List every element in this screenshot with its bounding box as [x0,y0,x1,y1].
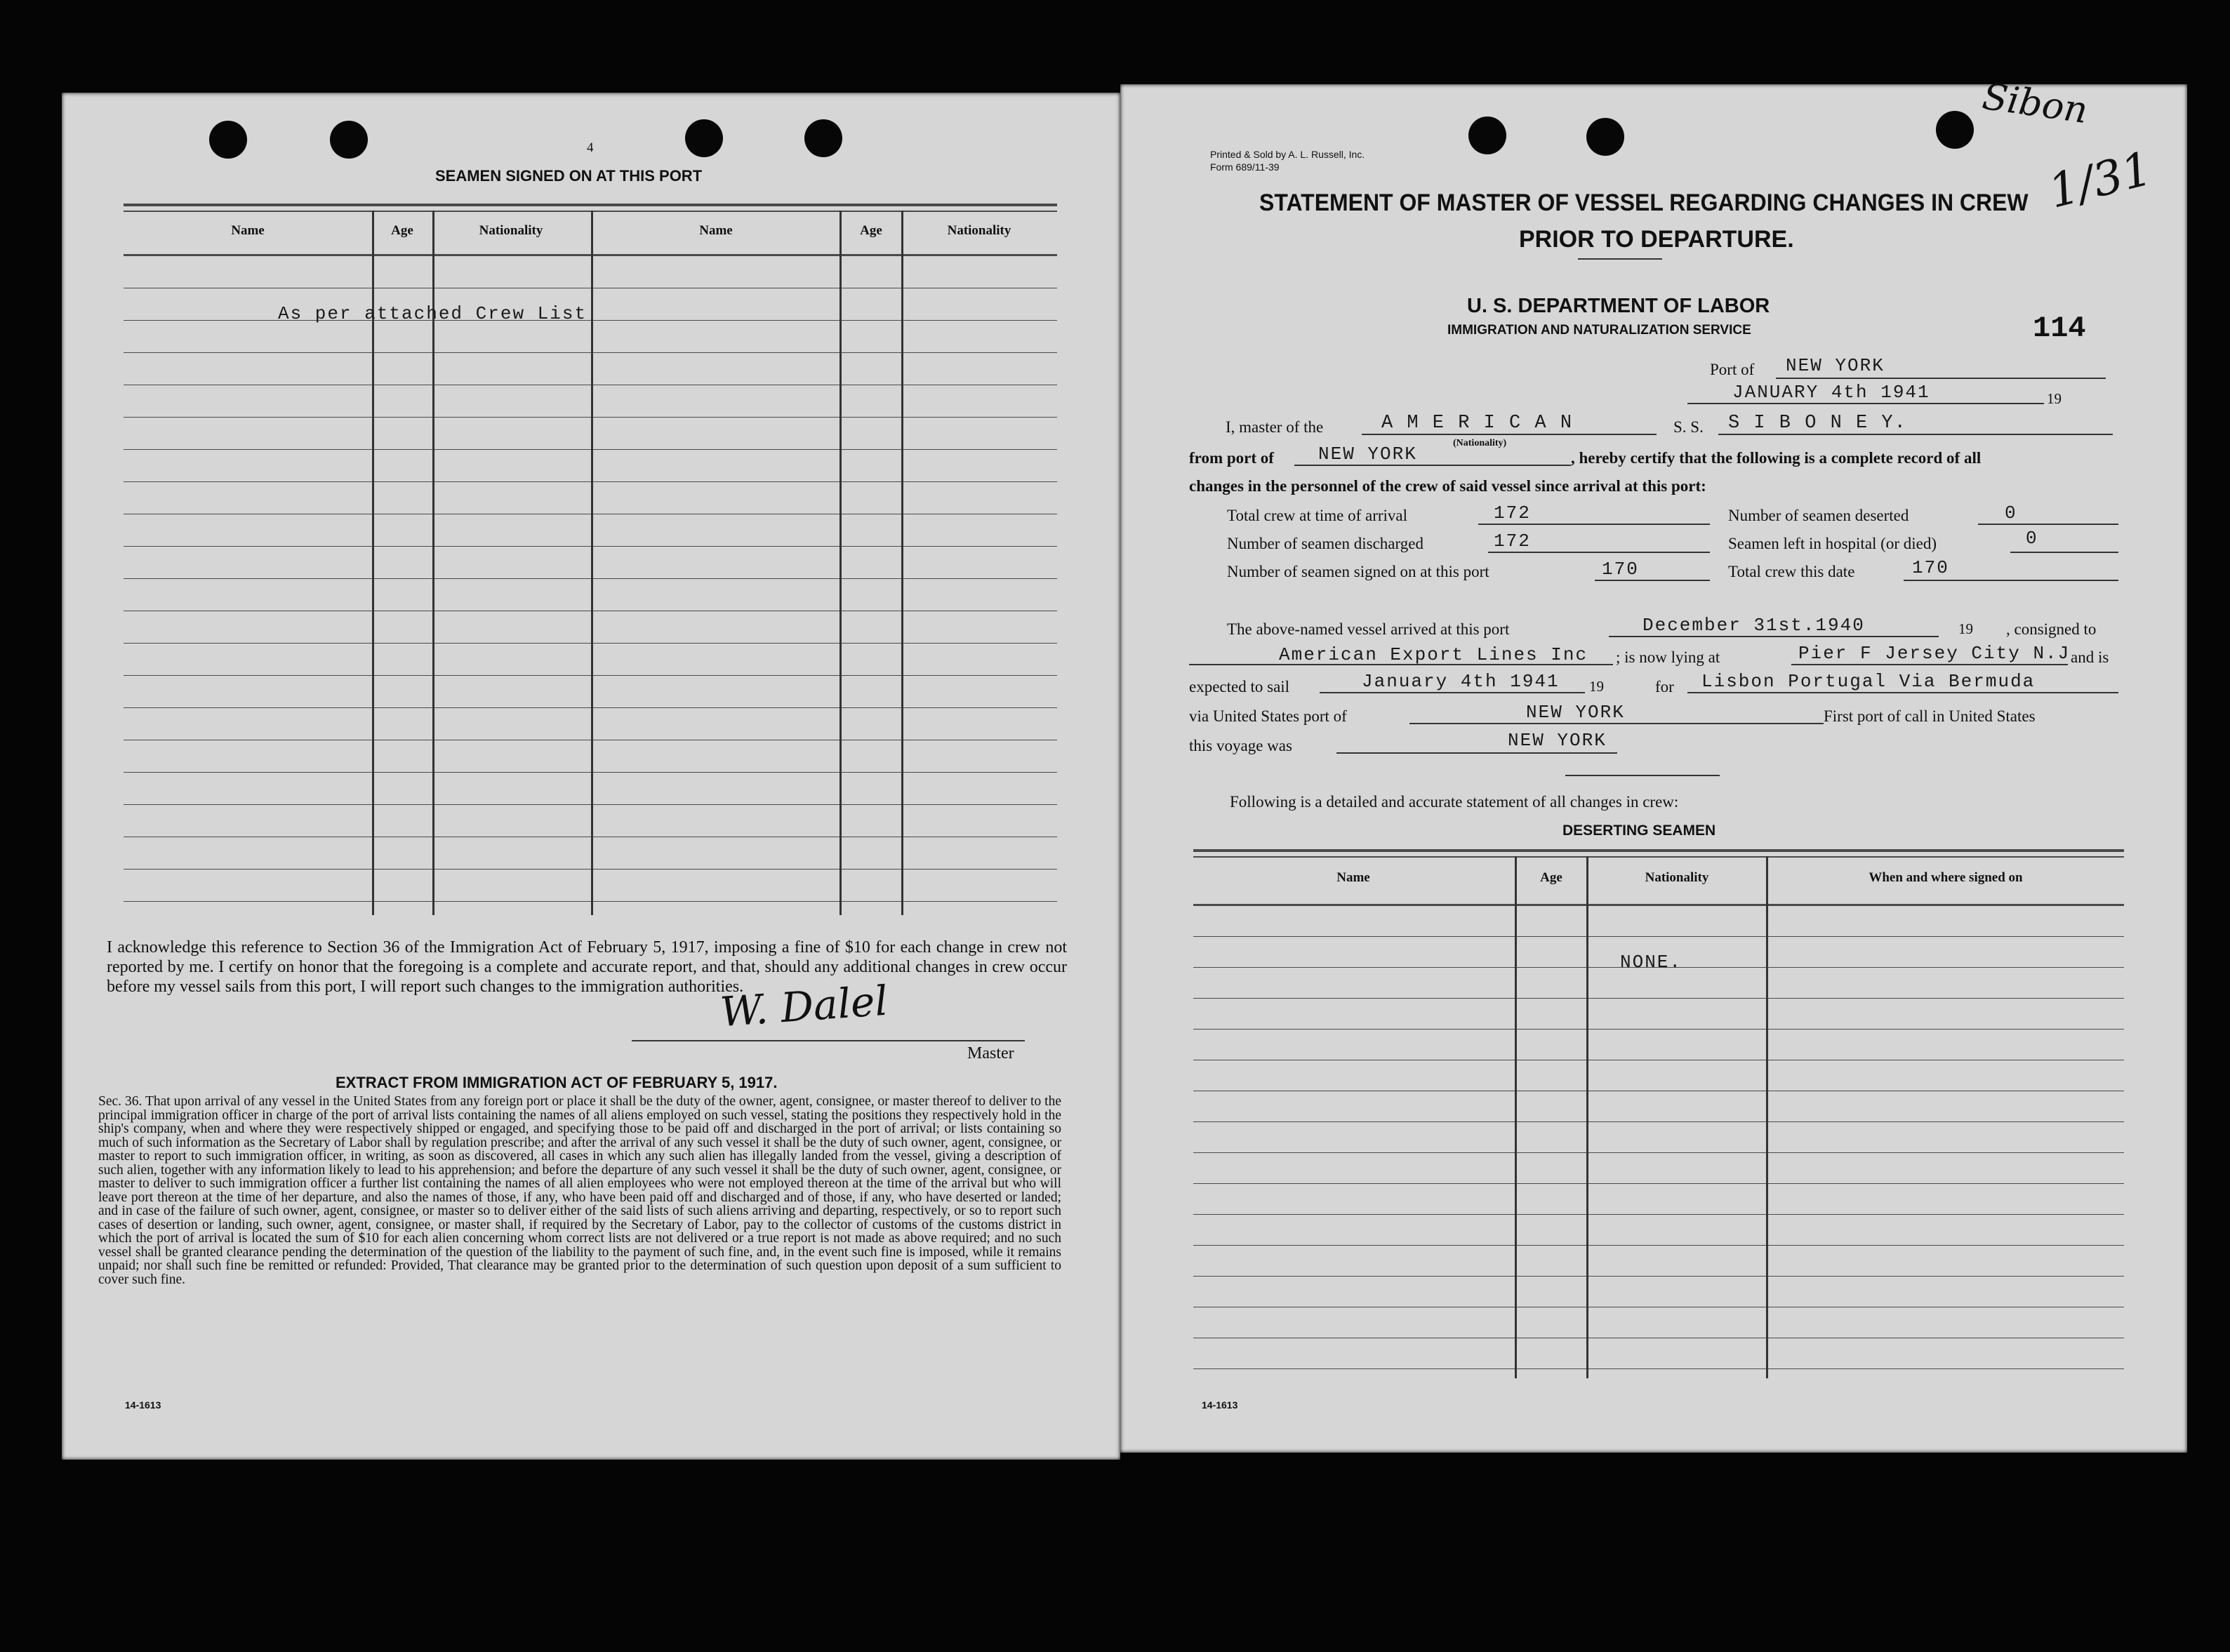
fill-line [1791,664,2068,665]
via-label: via United States port of [1189,707,1347,725]
table-row-rule [124,675,1057,676]
table-row-rule [124,546,1057,547]
deserted-label: Number of seamen deserted [1728,507,1909,524]
for-label: for [1655,678,1674,695]
vessel-name: S I B O N E Y. [1728,413,1907,434]
col-divider [839,211,842,915]
signed-on-value: 170 [1602,559,1639,580]
port-of-label: Port of [1710,361,1755,378]
fill-line [1409,723,1824,724]
extract-title: EXTRACT FROM IMMIGRATION ACT OF FEBRUARY 5, 1917. [336,1074,778,1091]
fill-line [1595,580,1710,581]
col-header-nationality: Nationality [479,223,543,238]
port-of-value: NEW YORK [1786,355,1885,376]
col-divider [1586,856,1588,1378]
deserted-value: 0 [2005,502,2017,524]
table-row-rule [124,772,1057,773]
section-rule [1565,775,1720,776]
fill-line [1718,434,2113,435]
lying-label: ; is now lying at [1616,648,1720,666]
department: U. S. DEPARTMENT OF LABOR [1467,295,1770,317]
service: IMMIGRATION AND NATURALIZATION SERVICE [1447,323,1751,338]
table-header-rule [124,254,1057,256]
deserting-entry: NONE. [1620,952,1683,973]
acknowledgement-text: I acknowledge this reference to Section 36 of the Immigration Act of February 5, 1917, imposing a fine of $10 for each change in crew not reported by me. I certify on honor that the foregoing is a complete and accurate report, and that, should any additional changes in crew occur before my vessel sails from this port, I will report such changes to the immigration authorities. [107,938,1067,996]
nationality-value: A M E R I C A N [1381,413,1574,434]
voyage-label: this voyage was [1189,737,1292,754]
punch-hole [209,121,247,159]
certify-text-a: , hereby certify that the following is a complete record of all [1571,449,1982,467]
section-title: SEAMEN SIGNED ON AT THIS PORT [435,167,703,185]
consignee-value: American Export Lines Inc [1279,644,1588,665]
table-row-rule [124,901,1057,902]
table-top-rule [124,204,1057,206]
fill-line [1776,378,2106,379]
punch-hole [330,121,368,159]
via-value: NEW YORK [1526,702,1625,723]
destination-value: Lisbon Portugal Via Bermuda [1701,671,2036,692]
arrived-value: December 31st.1940 [1642,615,1865,636]
table-row-rule [124,320,1057,321]
deserting-top-rule [1193,856,2124,858]
deserting-top-rule [1193,849,2124,852]
table-row-rule [124,481,1057,482]
table-row-rule [124,869,1057,870]
table-row-rule [124,707,1057,708]
from-port-label: from port of [1189,449,1274,467]
form-code-right: 14-1613 [1202,1399,1238,1411]
table-row-rule [1193,1276,2124,1277]
page-number: 4 [587,140,594,155]
table-row-rule [124,417,1057,418]
fill-line [1478,524,1710,525]
consigned-label: , consigned to [2006,620,2097,638]
total-date-label: Total crew this date [1728,563,1855,580]
deserting-col-signed-on: When and where signed on [1869,870,2023,885]
nationality-caption: (Nationality) [1453,438,1507,448]
lying-value: Pier F Jersey City N.J [1798,643,2071,664]
table-row-rule [1193,936,2124,937]
extract-text: Sec. 36. That upon arrival of any vessel in the United States from any foreign port or place it shall be the duty of the owner, agent, consignee, or master thereof to deliver to the principal immigration officer in charge of the port of arrival lists containing the names of all aliens employed on such vessel, stating the positions they respectively hold in the ship's company, when and where they were respectively shipped or engaged, and specifying those to be paid off and discharged in the port of arrival; or lists containing so much of such information as the Secretary of Labor shall by regulation prescribe; and after the arrival of any such vessel it shall be the duty of such owner, agent, consignee, or master to report to such immigration officer, in writing, as soon as discovered, all cases in which any such alien has illegally landed from the vessel, giving a description of such alien, together with any information likely to lead to his apprehension; and before the departure of any such vessel it shall be the duty of such owner, agent, consignee, or master to deliver to such immigration officer a further list containing the names of all alien employees who were not employed thereon at the time of the arrival but who will leave port thereon at the time of her departure, and also the names of those, if any, who have been paid off and discharged and of those, if any, who have deserted or landed; and in case of the failure of such owner, agent, consignee, or master so to deliver either of the said lists of such aliens arriving and departing, respectively, or so to report such cases of desertion or landing, such owner, agent, consignee, or master shall, if required by the Secretary of Labor, pay to the collector of customs of the customs district in which the port of arrival is located the sum of $10 for each alien concerning whom correct lists are not delivered or a true report is not made as above required; and no such vessel shall be granted clearance pending the determination of the question of the liability to the payment of such fine, and, in the event such fine is imposed, while it remains unpaid; nor shall such fine be remitted or refunded: Provided, That clearance may be granted prior to the determination of such question upon deposit of a sum sufficient to cover such fine. [98,1094,1061,1287]
col-header-age-2: Age [860,223,882,238]
fill-line [2010,552,2118,553]
deserting-col-name: Name [1336,870,1370,885]
fill-line [1362,434,1657,435]
master-signature: W. Dalel [718,976,889,1037]
expected-label: expected to sail [1189,678,1290,695]
signed-on-label: Number of seamen signed on at this port [1227,563,1489,580]
table-row-rule [1193,1029,2124,1030]
certify-text-b: changes in the personnel of the crew of said vessel since arrival at this port: [1189,477,1706,495]
deserting-title: DESERTING SEAMEN [1562,822,1716,839]
col-header-name: Name [231,223,265,238]
table-row-rule [1193,1121,2124,1122]
discharged-label: Number of seamen discharged [1227,535,1423,552]
col-header-age: Age [391,223,413,238]
punch-hole [685,119,723,157]
expected-year-suffix: 19 [1589,678,1604,695]
table-row-rule [1193,1368,2124,1369]
col-divider [1766,856,1768,1378]
deserting-header-rule [1193,904,2124,906]
col-divider [901,211,903,915]
deserting-col-age: Age [1540,870,1562,885]
table-row-rule [124,352,1057,353]
handwritten-date: 1/31 [2043,141,2158,219]
col-header-nationality-2: Nationality [947,223,1011,238]
table-row-rule [124,578,1057,579]
and-is: and is [2071,648,2109,666]
following-text: Following is a detailed and accurate statement of all changes in crew: [1230,793,1679,811]
fill-line [1978,524,2118,525]
total-arrival-value: 172 [1494,502,1531,524]
printer-credit: Printed & Sold by A. L. Russell, Inc. [1210,149,1365,160]
table-top-rule [124,211,1057,212]
fill-line [1904,580,2118,581]
table-row-rule [1193,1152,2124,1153]
hospital-value: 0 [2026,528,2038,549]
fill-line [1320,692,1585,693]
arrived-year-suffix: 19 [1958,620,1973,637]
form-number: Form 689/11-39 [1210,161,1280,173]
signature-label: Master [967,1044,1014,1063]
arrived-label: The above-named vessel arrived at this port [1227,620,1510,638]
right-page [1120,84,2187,1453]
discharged-value: 172 [1494,531,1531,552]
title-rule [1578,258,1662,260]
handwritten-corner: Sibon [1979,75,2090,133]
col-divider [591,211,593,915]
fill-line [1488,552,1710,553]
fill-line [1609,636,1939,637]
total-arrival-label: Total crew at time of arrival [1227,507,1408,524]
deserting-col-nationality: Nationality [1645,870,1709,885]
fill-line [1687,692,2118,693]
fill-line [1687,403,2044,404]
table-row-rule [1193,998,2124,999]
table-row-rule [124,449,1057,450]
col-header-name-2: Name [699,223,733,238]
total-date-value: 170 [1912,557,1949,578]
hospital-label: Seamen left in hospital (or died) [1728,535,1937,552]
table-row-rule [1193,1183,2124,1184]
year-suffix: 19 [2047,390,2062,407]
fill-line [1294,465,1571,466]
signature-line [632,1040,1025,1041]
sheet-number: 114 [2033,312,2086,345]
table-row-rule [1193,1214,2124,1215]
table-row-rule [1193,1245,2124,1246]
form-code-left: 14-1613 [125,1399,161,1411]
voyage-value: NEW YORK [1508,730,1607,751]
master-label: I, master of the [1226,418,1324,436]
form-title-line2: PRIOR TO DEPARTURE. [1519,226,1794,253]
punch-hole [1936,111,1974,149]
punch-hole [804,119,842,157]
table-row-rule [124,643,1057,644]
col-divider [1515,856,1517,1378]
punch-hole [1586,118,1624,156]
punch-hole [1468,116,1506,154]
date-value: JANUARY 4th 1941 [1732,382,1930,403]
expected-value: January 4th 1941 [1362,671,1560,692]
table-row-rule [124,804,1057,805]
form-title-line1: STATEMENT OF MASTER OF VESSEL REGARDING CHANGES IN CREW [1259,189,2029,216]
from-port-value: NEW YORK [1318,444,1417,465]
fill-line [1336,752,1617,754]
table-entry: As per attached Crew List [278,303,588,324]
ss-label: S. S. [1673,418,1704,436]
first-port-label: First port of call in United States [1824,707,2036,725]
